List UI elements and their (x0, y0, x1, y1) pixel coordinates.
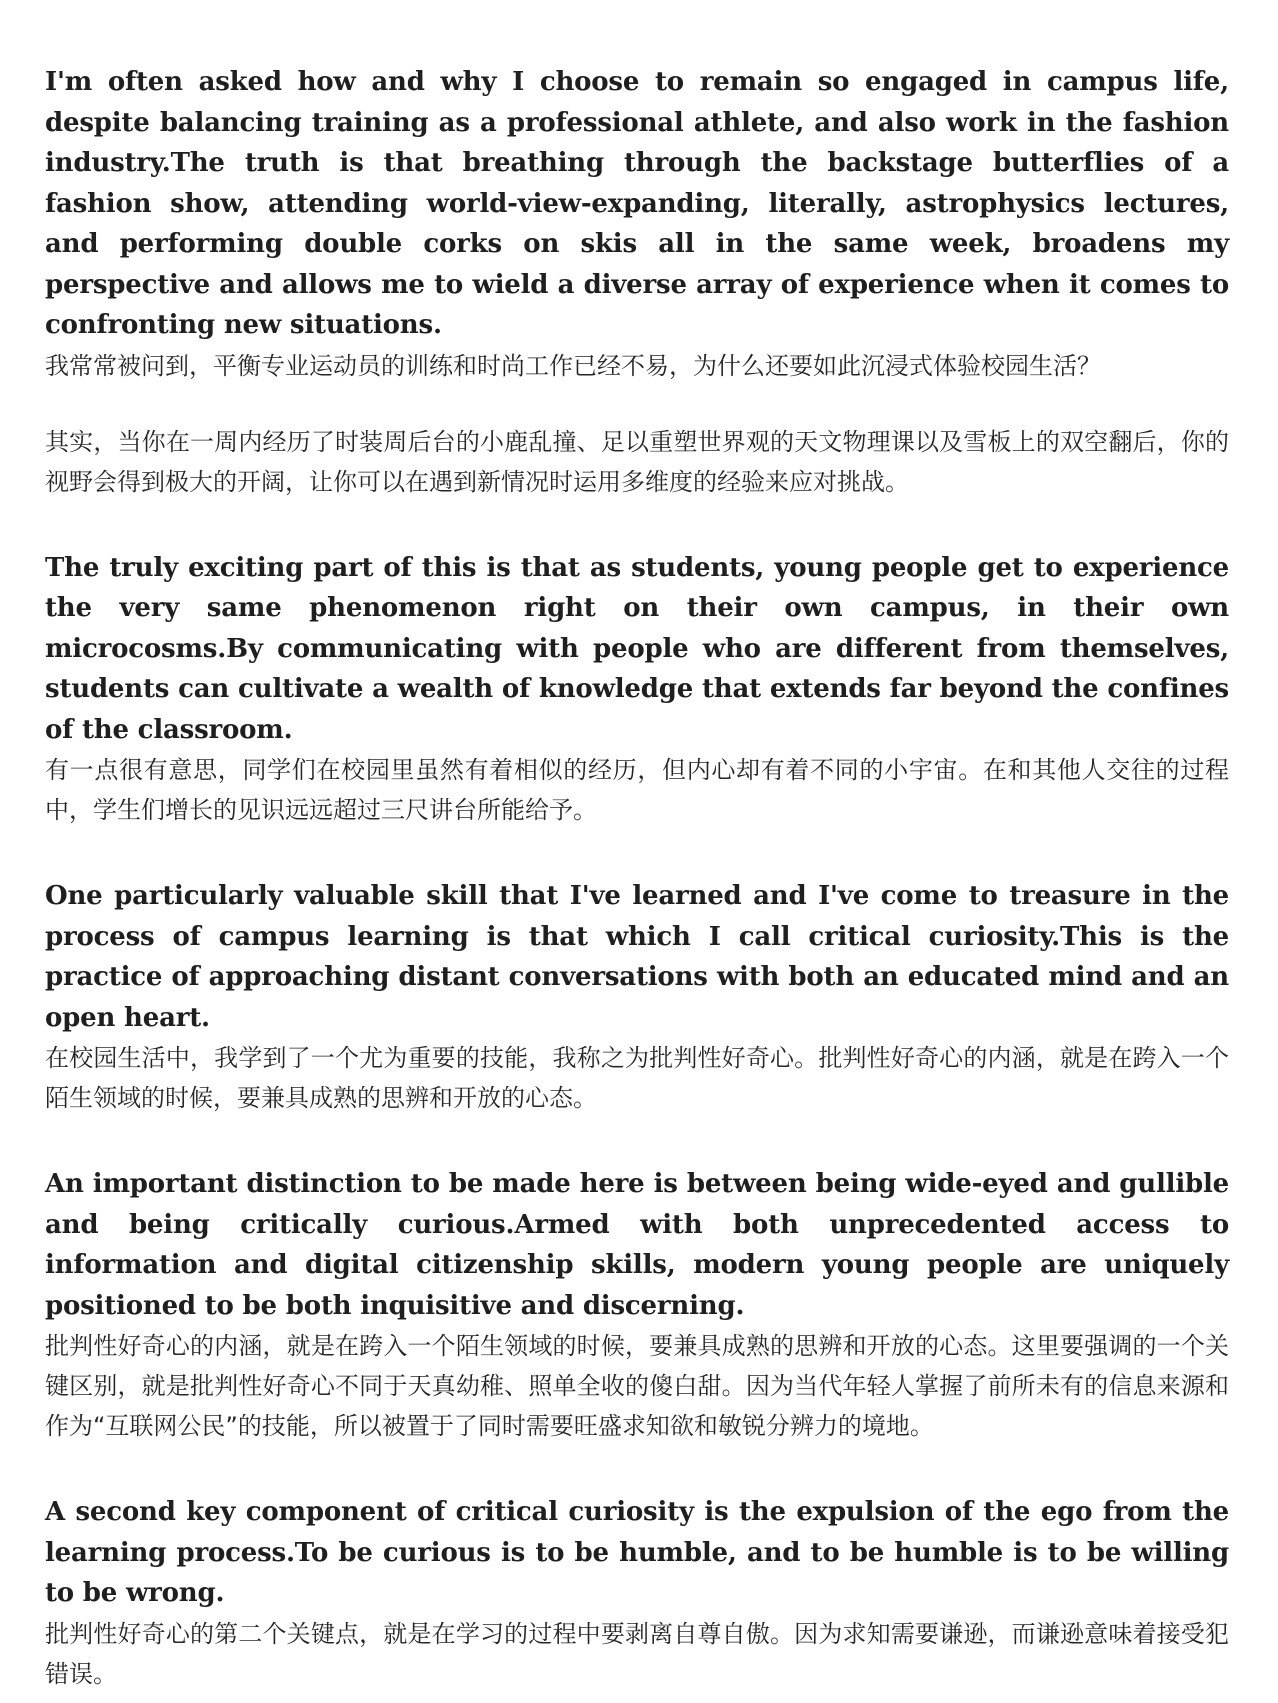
paragraph-4-chinese: 批判性好奇心的内涵，就是在跨入一个陌生领域的时候，要兼具成熟的思辨和开放的心态。这里要强调的一个关键区别，就是批判性好奇心不同于天真幼稚、照单全收的傻白甜。因为当代年轻人掌握了前所未有的信息来源和作为“互联网公民”的技能，所以被置于了同时需要旺盛求知欲和敏锐分辨力的境地。 (45, 1332, 1229, 1440)
paragraph-1 (45, 62, 1229, 502)
paragraph-1-chinese-1: 我常常被问到，平衡专业运动员的训练和时尚工作已经不易，为什么还要如此沉浸式体验校园生活？ (45, 351, 1101, 380)
paragraph-2-english: The truly exciting part of this is that as students, young people get to experience the very same phenomenon right on their own campus, in their own microcosms.By communicating with people who are different from themselves, students can cultivate a wealth of knowledge that extends far beyond the confines of the classroom. (45, 552, 1229, 745)
paragraph-3-chinese: 在校园生活中，我学到了一个尤为重要的技能，我称之为批判性好奇心。批判性好奇心的内涵，就是在跨入一个陌生领域的时候，要兼具成熟的思辨和开放的心态。 (45, 1044, 1229, 1112)
paragraph-3 (45, 876, 1229, 1118)
paragraph-2 (45, 548, 1229, 831)
paragraph-2-chinese: 有一点很有意思，同学们在校园里虽然有着相似的经历，但内心却有着不同的小宇宙。在和其他人交往的过程中，学生们增长的见识远远超过三尺讲台所能给予。 (45, 756, 1229, 824)
article-body (45, 62, 1229, 1694)
paragraph-5-chinese: 批判性好奇心的第二个关键点，就是在学习的过程中要剥离自尊自傲。因为求知需要谦逊，而谦逊意味着接受犯错误。 (45, 1619, 1229, 1688)
paragraph-1-chinese-2: 其实，当你在一周内经历了时装周后台的小鹿乱撞、足以重塑世界观的天文物理课以及雪板上的双空翻后，你的视野会得到极大的开阔，让你可以在遇到新情况时运用多维度的经验来应对挑战。 (45, 427, 1229, 496)
paragraph-1-english: I'm often asked how and why I choose to remain so engaged in campus life, despite balancing training as a professional athlete, and also work in the fashion industry.The truth is that breathing through the backstage butterflies of a fashion show, attending world-view-expanding, literally, astrophysics lectures, and performing double corks on skis all in the same week, broadens my perspective and allows me to wield a diverse array of experience when it comes to confronting new situations. (45, 67, 1229, 340)
paragraph-5-english: A second key component of critical curiosity is the expulsion of the ego from the learning process.To be curious is to be humble, and to be humble is to be willing to be wrong. (45, 1497, 1229, 1608)
paragraph-5 (45, 1492, 1229, 1694)
paragraph-4-english: An important distinction to be made here is between being wide-eyed and gullible and being critically curious.Armed with both unprecedented access to information and digital citizenship skills, modern young people are uniquely positioned to be both inquisitive and discerning. (45, 1169, 1229, 1321)
paragraph-3-english: One particularly valuable skill that I've learned and I've come to treasure in the process of campus learning is that which I call critical curiosity.This is the practice of approaching distant conversations with both an educated mind and an open heart. (45, 881, 1229, 1033)
paragraph-4 (45, 1164, 1229, 1446)
